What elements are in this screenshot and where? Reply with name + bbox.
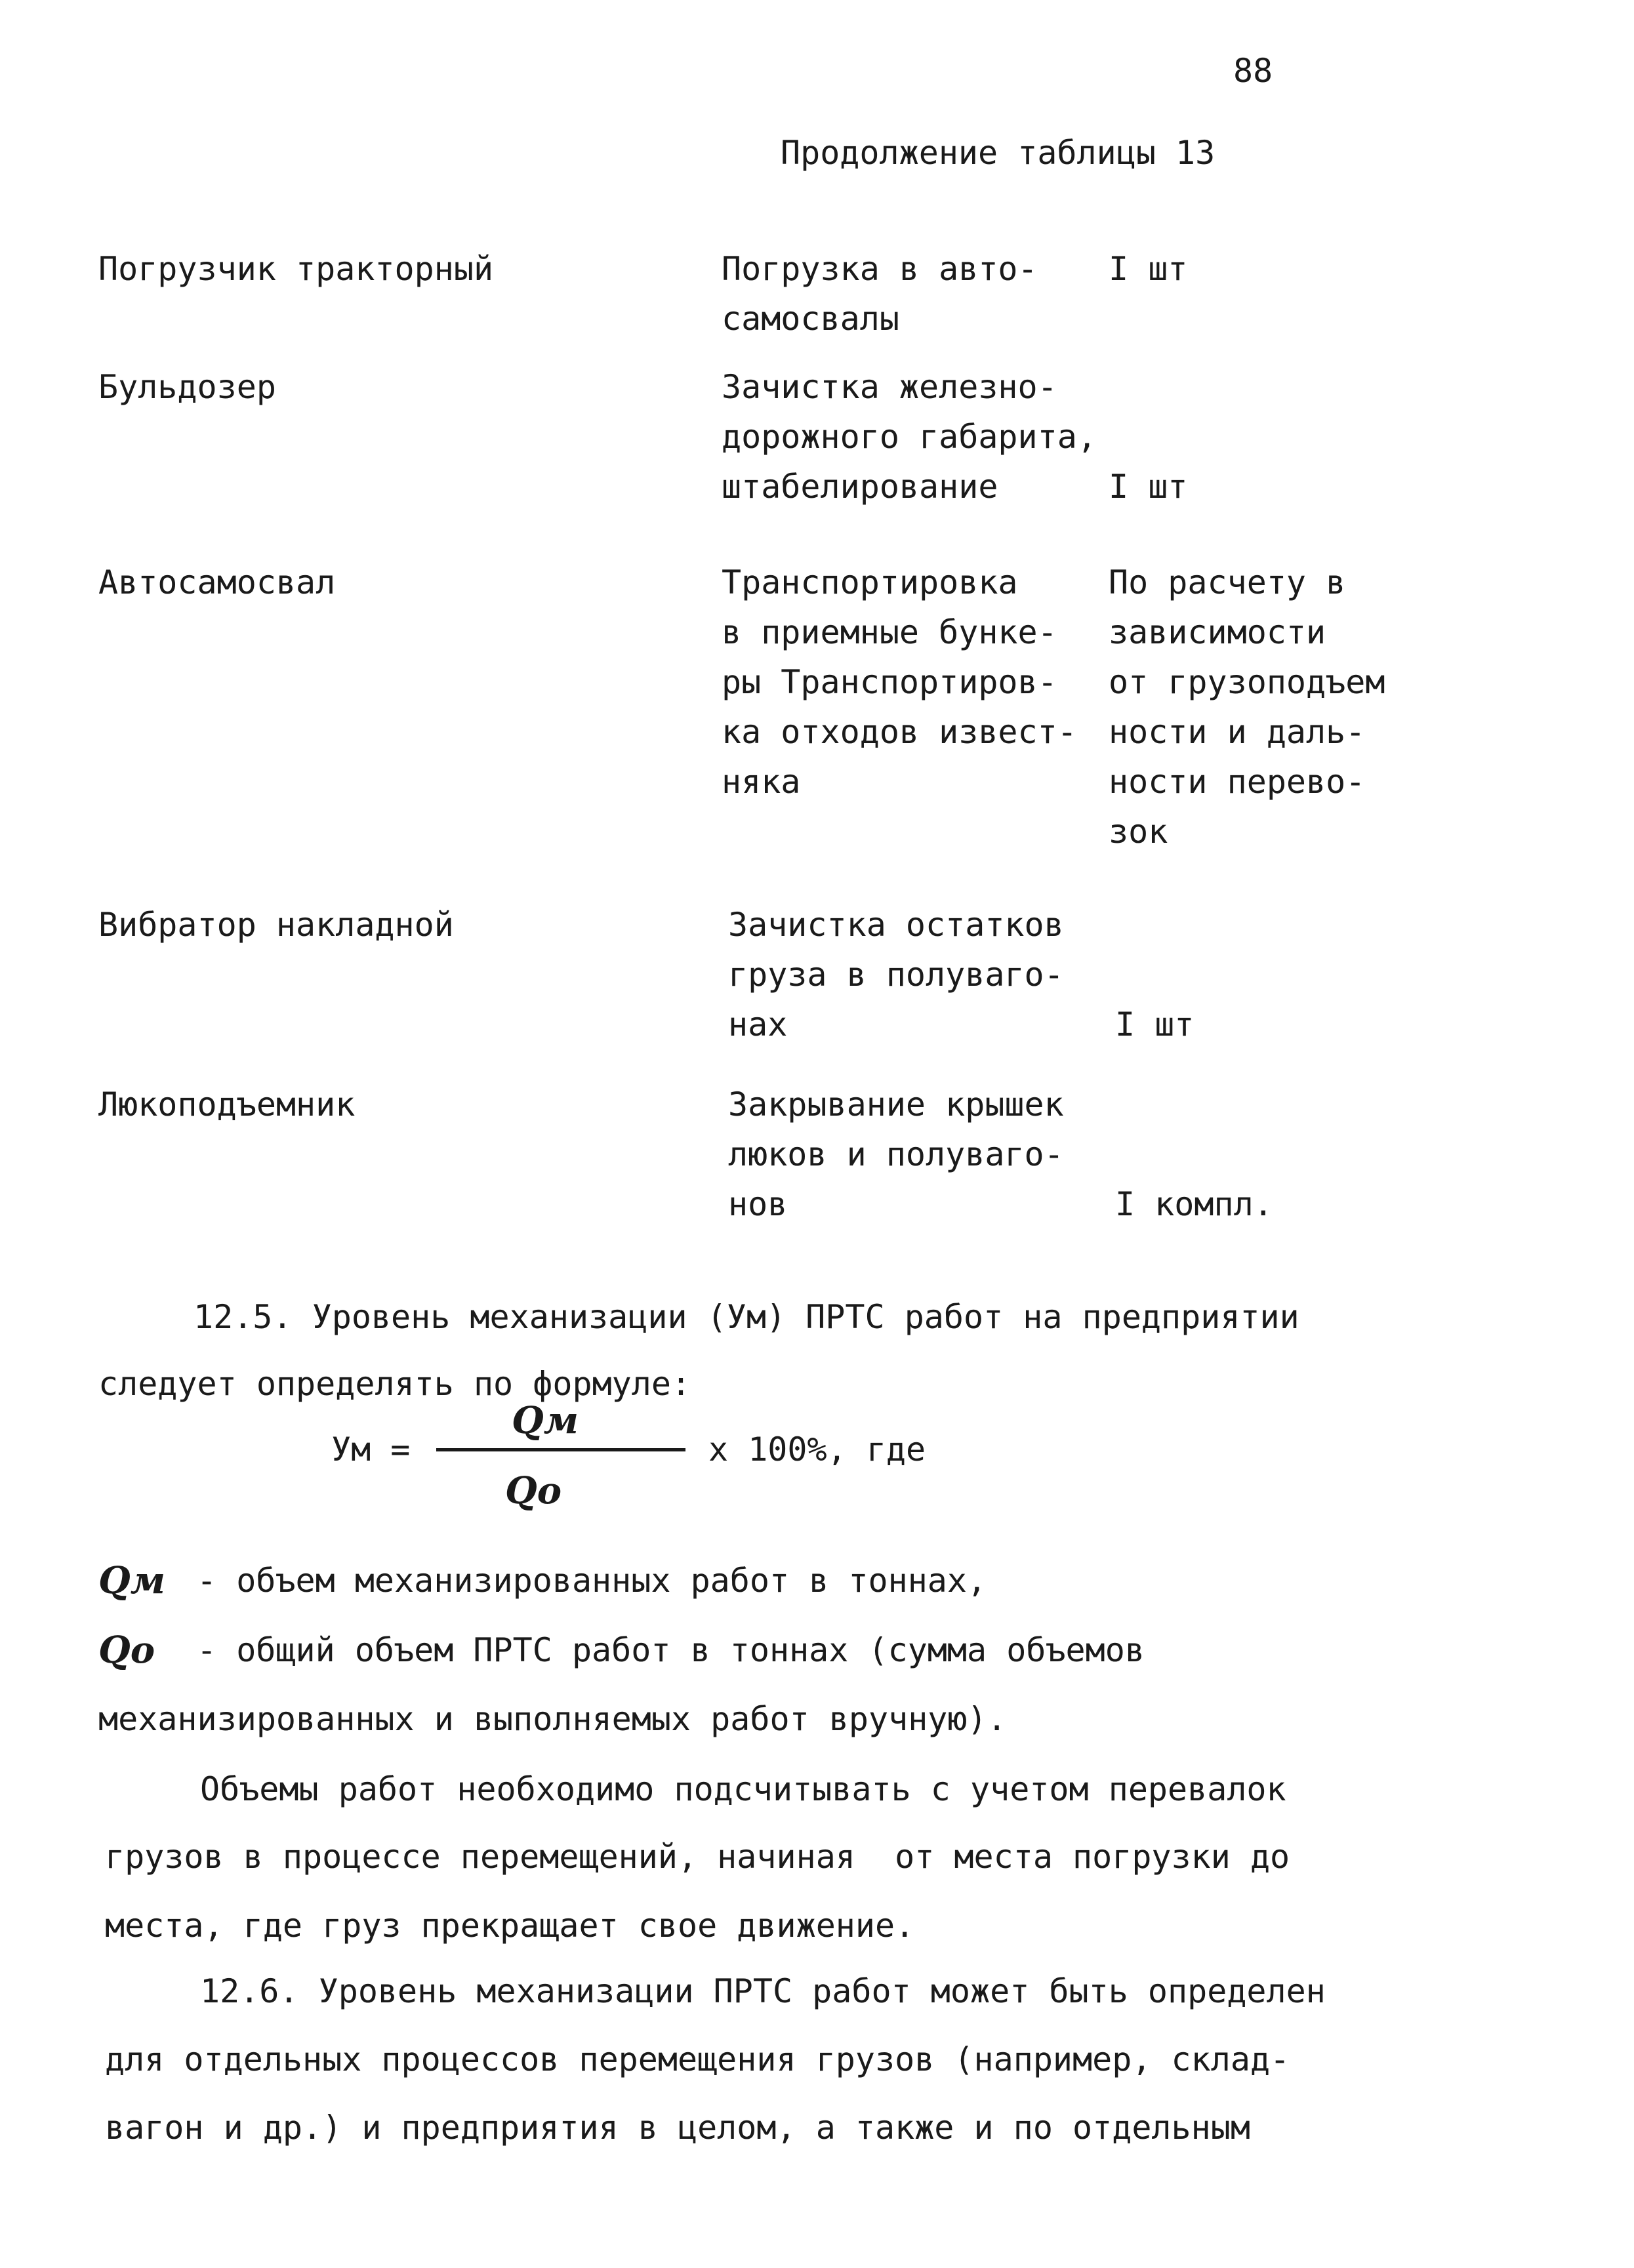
para-volumes-line-3: места, где груз прекращает свое движение. bbox=[105, 1907, 915, 1945]
def-2-symbol: Qо bbox=[98, 1629, 155, 1672]
def-2-text: - общий объем ПРТС работ в тоннах (сумма объемов bbox=[197, 1631, 1145, 1669]
page-number: 88 bbox=[1233, 52, 1273, 90]
formula-rhs: х 100%, где bbox=[708, 1430, 926, 1468]
table-caption: Продолжение таблицы 13 bbox=[781, 134, 1215, 172]
row-3-name: Автосамосвал bbox=[98, 563, 336, 601]
row-5-purpose: Закрывание крышек люков и полуваго- нов bbox=[728, 1085, 1064, 1223]
row-1-name: Погрузчик тракторный bbox=[98, 250, 494, 288]
row-1-qty: I шт bbox=[1109, 250, 1188, 288]
row-4-qty: I шт bbox=[1115, 1005, 1195, 1043]
row-2-name: Бульдозер bbox=[98, 368, 276, 406]
row-4-name: Вибратор накладной bbox=[98, 906, 454, 944]
para-12-6-line-1: 12.6. Уровень механизации ПРТС работ может быть определен bbox=[200, 1972, 1326, 2010]
row-1-purpose: Погрузка в авто- самосвалы bbox=[722, 250, 1038, 338]
para-12-6-line-2: для отдельных процессов перемещения грузов (например, склад- bbox=[105, 2040, 1290, 2078]
def-2-continuation: механизированных и выполняемых работ вручную). bbox=[98, 1700, 1007, 1738]
row-3-qty: По расчету в зависимости от грузоподъем ности и даль- ности перево- зок bbox=[1109, 563, 1385, 851]
row-3-purpose: Транспортировка в приемные бунке- ры Транспортиров- ка отходов извест- няка bbox=[722, 563, 1077, 801]
formula-lhs: Ум = bbox=[331, 1430, 411, 1468]
formula-denominator: Qо bbox=[505, 1469, 562, 1512]
formula-fraction-bar bbox=[436, 1448, 685, 1451]
row-5-name: Люкоподъемник bbox=[98, 1085, 356, 1124]
row-2-purpose: Зачистка железно- дорожного габарита, штабелирование bbox=[722, 368, 1097, 506]
def-1-symbol: Qм bbox=[98, 1559, 166, 1602]
formula-numerator: Qм bbox=[512, 1399, 579, 1442]
row-2-qty: I шт bbox=[1109, 468, 1188, 506]
para-12-5-line-2: следует определять по формуле: bbox=[98, 1365, 691, 1403]
para-volumes-line-2: грузов в процессе перемещений, начиная от места погрузки до bbox=[105, 1838, 1290, 1876]
para-volumes-line-1: Объемы работ необходимо подсчитывать с учетом перевалок bbox=[200, 1770, 1286, 1808]
row-5-qty: I компл. bbox=[1115, 1185, 1273, 1223]
para-12-5-line-1: 12.5. Уровень механизации (Ум) ПРТС работ на предприятии bbox=[194, 1298, 1299, 1336]
def-1-text: - объем механизированных работ в тоннах, bbox=[197, 1562, 987, 1600]
row-4-purpose: Зачистка остатков груза в полуваго- нах bbox=[728, 906, 1064, 1043]
para-12-6-line-3: вагон и др.) и предприятия в целом, а также и по отдельным bbox=[105, 2109, 1250, 2147]
